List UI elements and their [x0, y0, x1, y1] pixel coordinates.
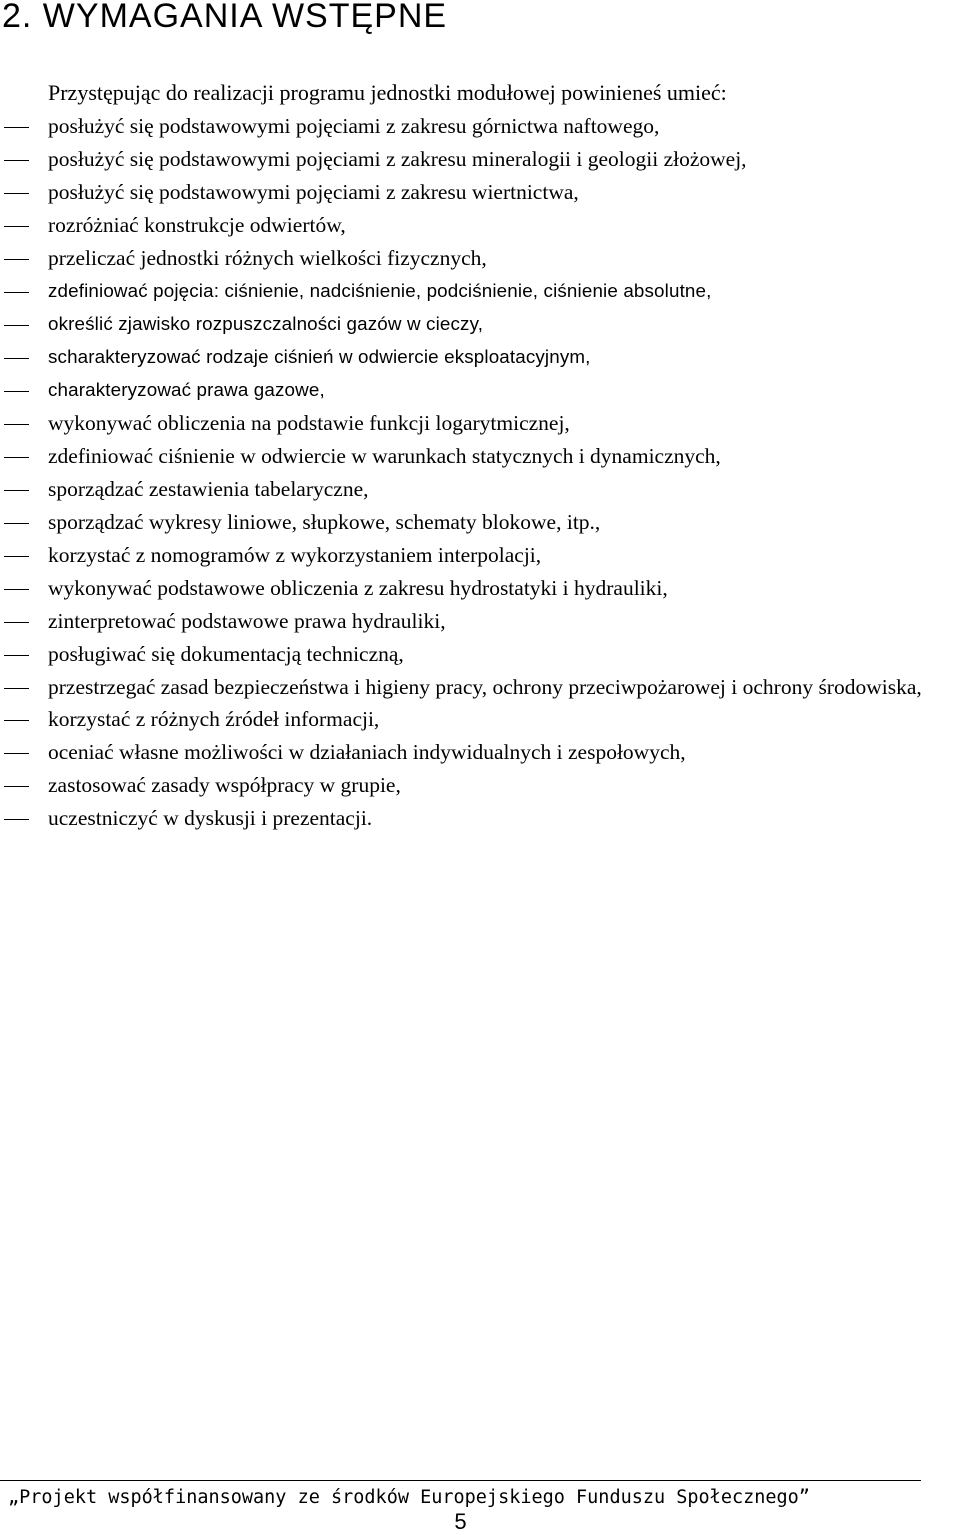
list-item — [0, 705, 960, 733]
list-item — [0, 211, 960, 239]
list-item-text: zastosować zasady współpracy w grupie, — [48, 773, 401, 797]
list-item — [0, 607, 960, 635]
list-item-text: zdefiniować ciśnienie w odwiercie w warunkach statycznych i dynamicznych, — [48, 444, 721, 468]
dash-bullet — [4, 193, 29, 194]
dash-bullet — [4, 160, 29, 161]
list-item — [0, 738, 960, 766]
list-item — [0, 310, 960, 338]
dash-bullet — [4, 292, 29, 293]
list-item — [0, 244, 960, 272]
list-item-text: posłużyć się podstawowymi pojęciami z zakresu mineralogii i geologii złożowej, — [48, 147, 747, 171]
list-item-text: charakteryzować prawa gazowe, — [48, 379, 325, 400]
list-item — [0, 277, 960, 305]
list-item — [0, 541, 960, 569]
list-item-text: scharakteryzować rodzaje ciśnień w odwiercie eksploatacyjnym, — [48, 346, 591, 367]
list-item — [0, 673, 960, 701]
dash-bullet — [4, 127, 29, 128]
list-item-text: sporządzać wykresy liniowe, słupkowe, schematy blokowe, itp., — [48, 510, 601, 534]
list-item — [0, 771, 960, 799]
dash-bullet — [4, 523, 29, 524]
list-item-text: korzystać z nomogramów z wykorzystaniem interpolacji, — [48, 543, 542, 567]
list-item — [0, 178, 960, 206]
dash-bullet — [4, 424, 29, 425]
list-item — [0, 409, 960, 437]
dash-bullet — [4, 819, 29, 820]
list-item — [0, 508, 960, 536]
footer-divider — [0, 1480, 921, 1481]
page-number: 5 — [454, 1509, 467, 1534]
dash-bullet — [4, 655, 29, 656]
list-item-text: posłużyć się podstawowymi pojęciami z zakresu górnictwa naftowego, — [48, 114, 660, 138]
list-item-text: uczestniczyć w dyskusji i prezentacji. — [48, 806, 373, 830]
dash-bullet — [4, 457, 29, 458]
dash-bullet — [4, 589, 29, 590]
list-item — [0, 574, 960, 602]
footer-project-note: „Projekt współfinansowany ze środków Europejskiego Funduszu Społecznego” — [8, 1487, 810, 1508]
list-item-text: wykonywać podstawowe obliczenia z zakresu hydrostatyki i hydrauliki, — [48, 576, 668, 600]
list-item — [0, 442, 960, 470]
dash-bullet — [4, 753, 29, 754]
dash-bullet — [4, 391, 29, 392]
list-item — [0, 112, 960, 140]
dash-bullet — [4, 226, 29, 227]
list-item-text: wykonywać obliczenia na podstawie funkcji logarytmicznej, — [48, 411, 570, 435]
requirements-list — [0, 112, 960, 837]
list-item-text: zdefiniować pojęcia: ciśnienie, nadciśnienie, podciśnienie, ciśnienie absolutne, — [48, 280, 712, 301]
dash-bullet — [4, 556, 29, 557]
dash-bullet — [4, 259, 29, 260]
dash-bullet — [4, 720, 29, 721]
intro-text: Przystępując do realizacji programu jednostki modułowej powinieneś umieć: — [48, 80, 727, 105]
list-item-text: posługiwać się dokumentacją techniczną, — [48, 642, 404, 666]
list-item-text: posłużyć się podstawowymi pojęciami z zakresu wiertnictwa, — [48, 180, 579, 204]
dash-bullet — [4, 622, 29, 623]
list-item-text: korzystać z różnych źródeł informacji, — [48, 707, 380, 731]
list-item — [0, 343, 960, 371]
dash-bullet — [4, 786, 29, 787]
list-item — [0, 640, 960, 668]
dash-bullet — [4, 358, 29, 359]
list-item-text: przestrzegać zasad bezpieczeństwa i higieny pracy, ochrony przeciwpożarowej i ochrony środowiska, — [48, 675, 922, 699]
list-item — [0, 804, 960, 832]
list-item-text: zinterpretować podstawowe prawa hydrauliki, — [48, 609, 446, 633]
list-item — [0, 145, 960, 173]
list-item-text: określić zjawisko rozpuszczalności gazów w cieczy, — [48, 313, 484, 334]
list-item — [0, 475, 960, 503]
list-item-text: sporządzać zestawienia tabelaryczne, — [48, 477, 369, 501]
list-item-text: przeliczać jednostki różnych wielkości fizycznych, — [48, 246, 487, 270]
section-heading: 2. WYMAGANIA WSTĘPNE — [2, 0, 448, 35]
dash-bullet — [4, 688, 29, 689]
dash-bullet — [4, 490, 29, 491]
dash-bullet — [4, 325, 29, 326]
list-item — [0, 376, 960, 404]
list-item-text: oceniać własne możliwości w działaniach indywidualnych i zespołowych, — [48, 740, 686, 764]
list-item-text: rozróżniać konstrukcje odwiertów, — [48, 213, 346, 237]
